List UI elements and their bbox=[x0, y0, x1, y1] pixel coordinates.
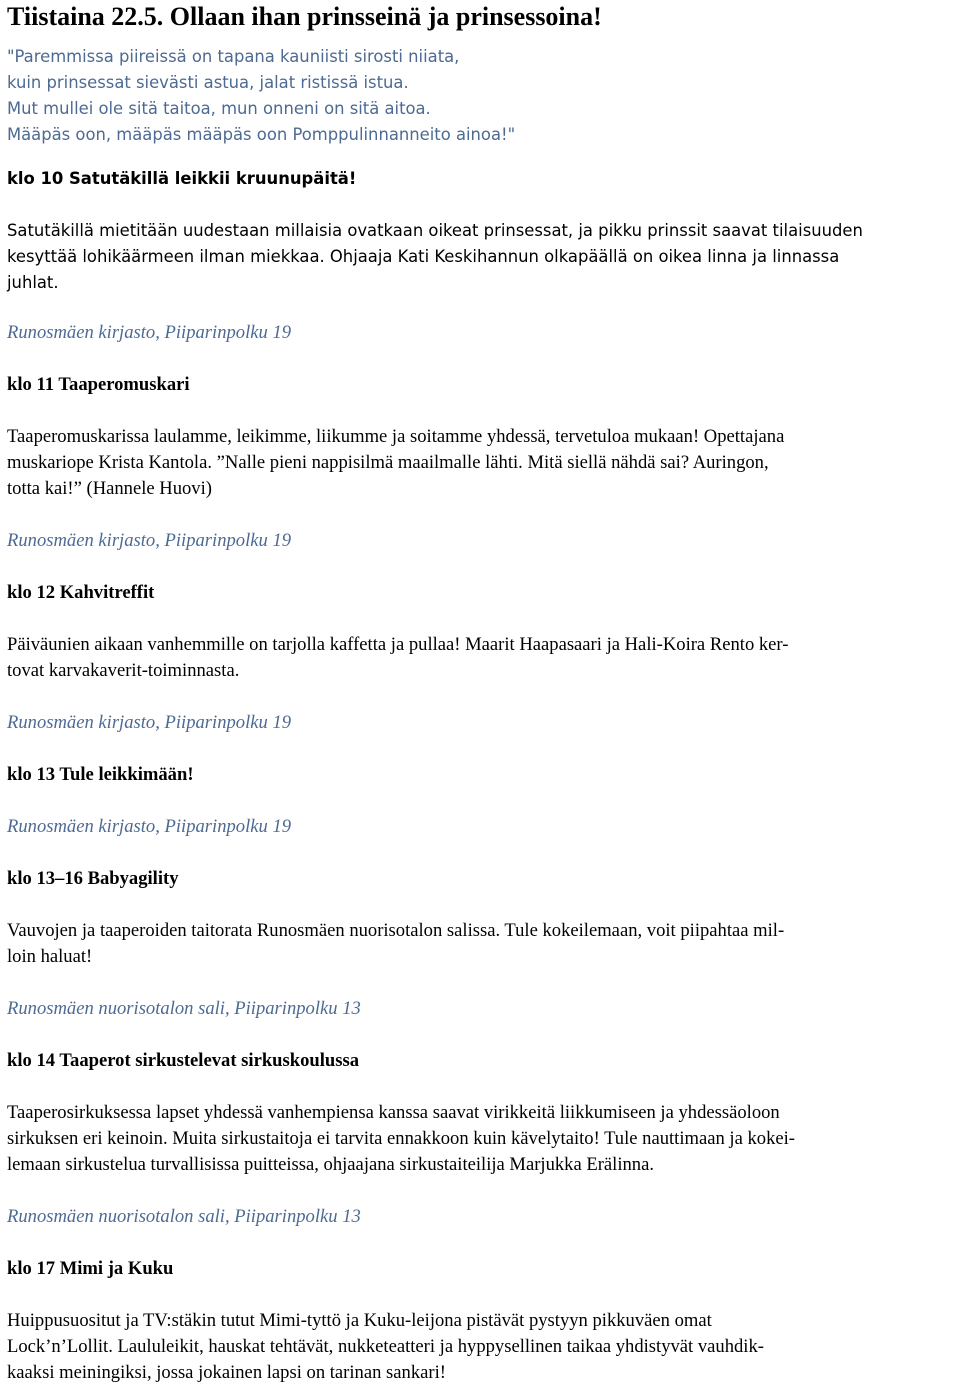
event-klo-17 bbox=[7, 1256, 955, 1386]
event-heading: klo 17 Mimi ja Kuku bbox=[7, 1258, 174, 1279]
event-heading: klo 14 Taaperot sirkustelevat sirkuskoulussa bbox=[7, 1050, 359, 1071]
event-heading: klo 11 Taaperomuskari bbox=[7, 374, 190, 395]
description-line: Lock’n’Lollit. Laululeikit, hauskat tehtävät, nukketeatteri ja hyppysellinen taikaa yhdistyvät vauhdik- bbox=[7, 1336, 764, 1357]
event-description bbox=[7, 632, 955, 684]
page-title: Tiistaina 22.5. Ollaan ihan prinsseinä ja prinsessoina! bbox=[7, 2, 602, 31]
description-line: Taaperosirkuksessa lapset yhdessä vanhempiensa kanssa saavat virikkeitä liikkumiseen ja yhdessäoloon bbox=[7, 1102, 780, 1123]
description-line: kaaksi meiningiksi, jossa jokainen lapsi on tarinan sankari! bbox=[7, 1362, 446, 1383]
event-klo-14 bbox=[7, 1048, 955, 1230]
event-location: Runosmäen kirjasto, Piiparinpolku 19 bbox=[7, 530, 292, 551]
event-klo-10 bbox=[7, 166, 955, 346]
quote-line: Määpäs oon, määpäs määpäs oon Pomppulinnanneito ainoa!" bbox=[7, 125, 516, 144]
event-heading: klo 13–16 Babyagility bbox=[7, 868, 179, 889]
event-klo-11 bbox=[7, 372, 955, 554]
event-description bbox=[7, 424, 955, 502]
event-heading: klo 10 Satutäkillä leikkii kruunupäitä! bbox=[7, 169, 357, 188]
description-line: Huippusuositut ja TV:stäkin tutut Mimi-tyttö ja Kuku-leijona pistävät pystyyn pikkuväen omat bbox=[7, 1310, 712, 1331]
event-klo-12 bbox=[7, 580, 955, 736]
event-description bbox=[7, 218, 955, 296]
event-heading: klo 13 Tule leikkimään! bbox=[7, 764, 194, 785]
quote-line: kuin prinsessat sievästi astua, jalat ristissä istua. bbox=[7, 73, 409, 92]
quote-line: Mut mullei ole sitä taitoa, mun onneni on sitä aitoa. bbox=[7, 99, 431, 118]
document-page bbox=[7, 0, 955, 1386]
event-description bbox=[7, 918, 955, 970]
description-line: tovat karvakaverit-toiminnasta. bbox=[7, 660, 240, 681]
description-line: Satutäkillä mietitään uudestaan millaisia ovatkaan oikeat prinsessat, ja pikku prinssit saavat tilaisuuden bbox=[7, 221, 863, 240]
event-description bbox=[7, 1100, 955, 1178]
event-klo-13-16 bbox=[7, 866, 955, 1022]
description-line: loin haluat! bbox=[7, 946, 93, 967]
description-line: lemaan sirkustelua turvallisissa puitteissa, ohjaajana sirkustaiteilija Marjukka Erälinna. bbox=[7, 1154, 654, 1175]
event-location: Runosmäen kirjasto, Piiparinpolku 19 bbox=[7, 322, 292, 343]
description-line: juhlat. bbox=[7, 273, 59, 292]
description-line: kesyttää lohikäärmeen ilman miekkaa. Ohjaaja Kati Keskihannun olkapäällä on oikea linna ja linnassa bbox=[7, 247, 840, 266]
description-line: Taaperomuskarissa laulamme, leikimme, liikumme ja soitamme yhdessä, tervetuloa mukaan! Opettajana bbox=[7, 426, 785, 447]
event-location: Runosmäen kirjasto, Piiparinpolku 19 bbox=[7, 712, 292, 733]
event-heading: klo 12 Kahvitreffit bbox=[7, 582, 155, 603]
event-location: Runosmäen nuorisotalon sali, Piiparinpolku 13 bbox=[7, 998, 361, 1019]
description-line: Vauvojen ja taaperoiden taitorata Runosmäen nuorisotalon salissa. Tule kokeilemaan, voit piipahtaa mil- bbox=[7, 920, 785, 941]
quote-line: "Paremmissa piireissä on tapana kauniisti sirosti niiata, bbox=[7, 47, 460, 66]
event-location: Runosmäen nuorisotalon sali, Piiparinpolku 13 bbox=[7, 1206, 361, 1227]
description-line: Päiväunien aikaan vanhemmille on tarjolla kaffetta ja pullaa! Maarit Haapasaari ja Hali-Koira Rento ker- bbox=[7, 634, 789, 655]
event-location: Runosmäen kirjasto, Piiparinpolku 19 bbox=[7, 816, 292, 837]
poem-quote bbox=[7, 44, 955, 148]
event-klo-13 bbox=[7, 762, 955, 840]
description-line: muskariope Krista Kantola. ”Nalle pieni nappisilmä maailmalle lähti. Mitä siellä nähdä sai? Auringon, bbox=[7, 452, 769, 473]
description-line: totta kai!” (Hannele Huovi) bbox=[7, 478, 212, 499]
description-line: sirkuksen eri keinoin. Muita sirkustaitoja ei tarvita ennakkoon kuin kävelytaito! Tule nauttimaan ja kokei- bbox=[7, 1128, 796, 1149]
event-description bbox=[7, 1308, 955, 1386]
